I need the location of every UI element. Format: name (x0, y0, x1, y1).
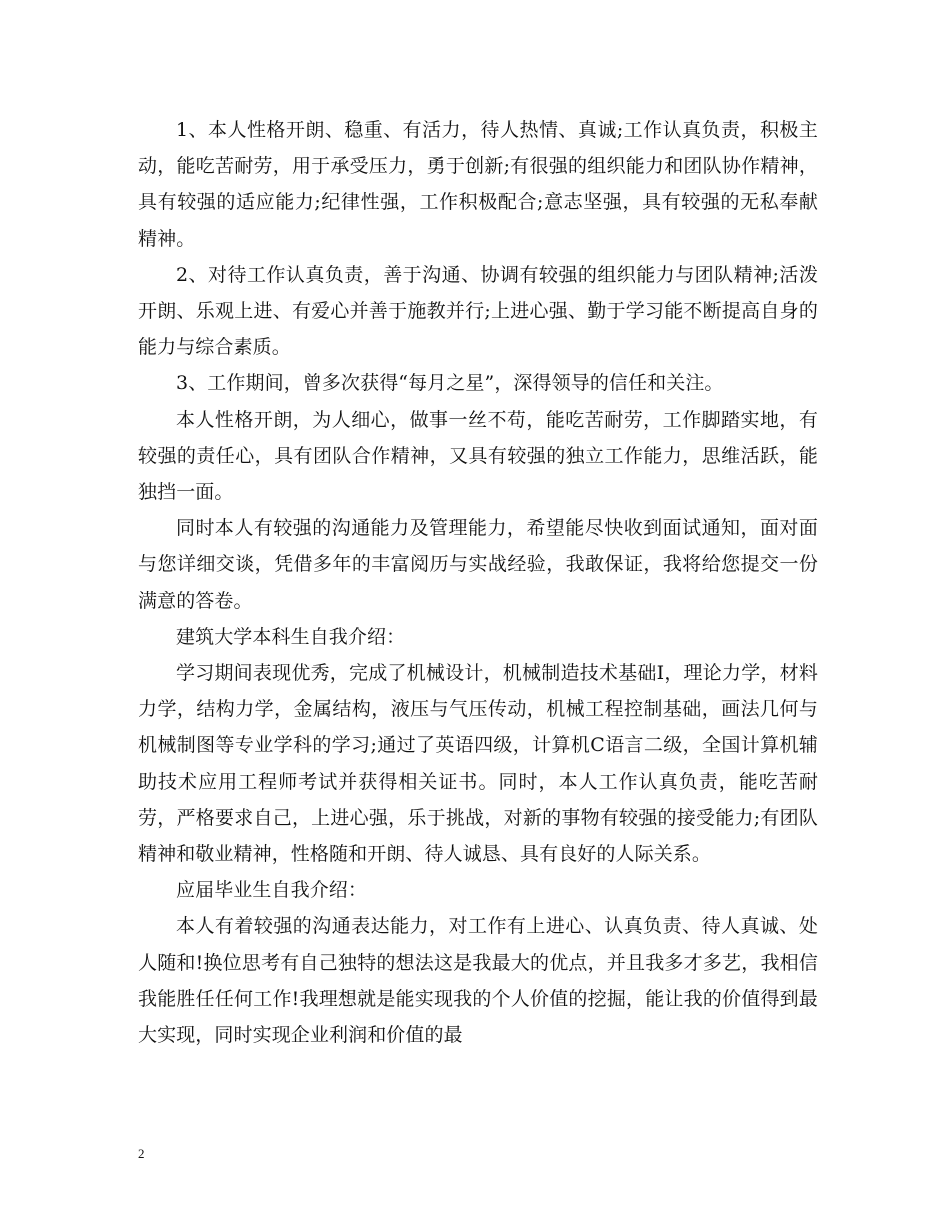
paragraph-communication: 同时本人有较强的沟通能力及管理能力，希望能尽快收到面试通知，面对面与您详细交谈，凭借多年的丰富阅历与实战经验，我敢保证，我将给您提交一份满意的答卷。 (138, 517, 818, 612)
paragraph-character: 本人性格开朗，为人细心，做事一丝不苟，能吃苦耐劳，工作脚踏实地，有较强的责任心，具有团队合作精神，又具有较强的独立工作能力，思维活跃，能独挡一面。 (138, 408, 818, 504)
paragraph-university-study: 学习期间表现优秀，完成了机械设计，机械制造技术基础Ⅰ，理论力学，材料力学，结构力学，金属结构，液压与气压传动，机械工程控制基础，画法几何与机械制图等专业学科的学习;通过了英语四级，计算机C语言二级，全国计算机辅助技术应用工程师考试并获得相关证书。同时，本人工作认真负责，能吃苦耐劳，严格要求自己，上进心强，乐于挑战，对新的事物有较强的接受能力;有团队精神和敬业精神，性格随和开朗、待人诚恳、具有良好的人际关系。 (138, 662, 818, 866)
section-heading-university: 建筑大学本科生自我介绍： (176, 625, 406, 648)
paragraph-personality-1: 1、本人性格开朗、稳重、有活力，待人热情、真诚;工作认真负责，积极主动，能吃苦耐劳，用于承受压力，勇于创新;有很强的组织能力和团队协作精神，具有较强的适应能力;纪律性强，工作积极配合;意志坚强，具有较强的无私奉献精神。 (138, 119, 818, 250)
paragraph-personality-3: 3、工作期间，曾多次获得“每月之星”，深得领导的信任和关注。 (176, 372, 724, 395)
section-heading-graduate: 应届毕业生自我介绍： (176, 879, 368, 902)
paragraph-graduate-intro: 本人有着较强的沟通表达能力，对工作有上进心、认真负责、待人真诚、处人随和!换位思考有自己独特的想法这是我最大的优点，并且我多才多艺，我相信我能胜任任何工作!我理想就是能实现我的个人价值的挖掘，能让我的价值得到最大实现，同时实现企业利润和价值的最 (138, 915, 818, 1047)
paragraph-personality-2: 2、对待工作认真负责，善于沟通、协调有较强的组织能力与团队精神;活泼开朗、乐观上进、有爱心并善于施教并行;上进心强、勤于学习能不断提高自身的能力与综合素质。 (138, 263, 818, 359)
page-number: 2 (138, 1146, 145, 1161)
document-body (138, 112, 818, 1053)
